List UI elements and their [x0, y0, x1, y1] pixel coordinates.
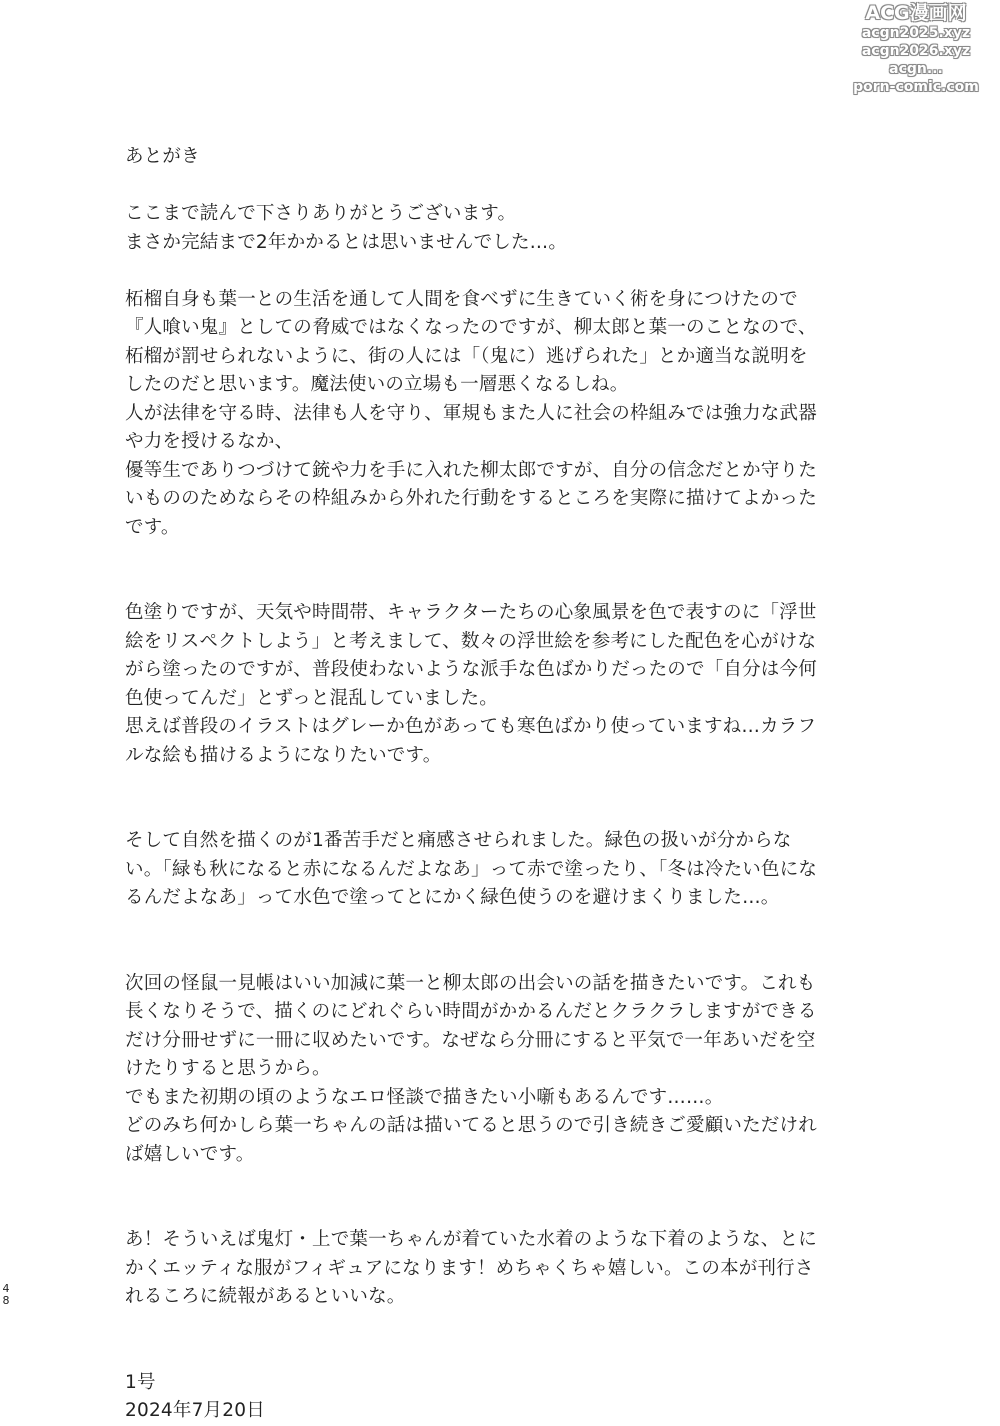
text-line: れるころに続報があるといいな。	[125, 1286, 406, 1307]
text-line: がら塗ったのですが、普段使わないような派手な色ばかりだったので「自分は今何	[125, 659, 817, 680]
text-line: 色使ってんだ」とずっと混乱していました。	[125, 687, 498, 709]
text-line: ば嬉しいです。	[125, 1143, 255, 1165]
text-line: 柘榴が罰せられないように、街の人には「（鬼に）逃げられた」とか適当な説明を	[125, 345, 808, 367]
page-number	[0, 1283, 12, 1307]
text-line: そして自然を描くのが1番苦手だと痛感させられました。緑色の扱いが分からな	[125, 830, 792, 851]
text-line: 柘榴自身も葉一との生活を通して人間を食べずに生きていく術を身につけたので	[125, 288, 798, 310]
paragraph	[125, 970, 915, 1170]
text-line: です。	[125, 516, 180, 538]
watermark-line: acgn...	[889, 61, 943, 77]
watermark-line: acgn2026.xyz	[861, 43, 971, 59]
text-line: 『人喰い鬼』としての脅威ではなくなったのですが、柳太郎と葉一のことなので、	[125, 317, 817, 338]
watermark-line: ACG漫画网	[865, 2, 967, 24]
text-line: い。「緑も秋になると赤になるんだよなあ」って赤で塗ったり、「冬は冷たい色にな	[125, 858, 818, 880]
text-line: かくエッティな服がフィギュアになります！めちゃくちゃ嬉しい。この本が刊行さ	[125, 1257, 814, 1279]
text-line: 絵をリスペクトしよう」と考えまして、数々の浮世絵を参考にした配色を心がけな	[125, 630, 817, 652]
paragraph	[125, 200, 915, 257]
paragraph	[125, 827, 915, 913]
text-line: るんだよなあ」って水色で塗ってとにかく緑色使うのを避けまくりました…。	[125, 887, 780, 908]
paragraph	[125, 286, 915, 543]
watermark	[846, 2, 986, 96]
text-line: どのみち何かしら葉一ちゃんの話は描いてると思うので引き続きご愛顧いただけれ	[125, 1115, 817, 1136]
text-line: ルな絵も描けるようになりたいです。	[125, 744, 442, 766]
text-line: 優等生でありつづけて銃や力を手に入れた柳太郎ですが、自分の信念だとか守りた	[125, 459, 817, 481]
text-line: 次回の怪鼠一見帳はいい加減に葉一と柳太郎の出会いの話を描きたいです。これも	[125, 972, 816, 994]
text-line: 長くなりそうで、描くのにどれぐらい時間がかかるんだとクラクラしますができる	[125, 1001, 817, 1022]
text-line: まさか完結まで2年かかるとは思いませんでした…。	[125, 231, 568, 253]
text-line: でもまた初期の頃のようなエロ怪談で描きたい小噺もあるんです……。	[125, 1086, 724, 1108]
author-signature: 1号	[125, 1371, 156, 1393]
text-line: 色塗りですが、天気や時間帯、キャラクターたちの心象風景を色で表すのに「浮世	[125, 602, 817, 623]
text-line: したのだと思います。魔法使いの立場も一層悪くなるしね。	[125, 374, 629, 395]
text-line: いもののためならその枠組みから外れた行動をするところを実際に描けてよかった	[125, 488, 817, 509]
watermark-line: porn-comic.com	[853, 79, 979, 95]
date: 2024年7月20日	[125, 1400, 265, 1421]
text-line: あ！そういえば鬼灯・上で葉一ちゃんが着ていた水着のような下着のような、とに	[125, 1229, 817, 1250]
text-line: 思えば普段のイラストはグレーか色があっても寒色ばかり使っていますね…カラフ	[125, 716, 817, 737]
paragraph	[125, 1226, 915, 1312]
page-number-digit: 8	[2, 1294, 10, 1307]
text-line: けたりすると思うから。	[125, 1058, 331, 1079]
paragraph	[125, 599, 915, 770]
text-line: や力を授けるなか、	[125, 431, 294, 452]
text-line: 人が法律を守る時、法律も人を守り、軍規もまた人に社会の枠組みでは強力な武器	[125, 402, 817, 424]
text-line: だけ分冊せずに一冊に収めたいです。なぜなら分冊にすると平気で一年あいだを空	[125, 1029, 816, 1051]
text-line: ここまで読んで下さりありがとうございます。	[125, 203, 517, 224]
afterword-body	[125, 143, 915, 1426]
page-title: あとがき	[125, 146, 200, 167]
page-number-digit: 4	[2, 1282, 10, 1295]
watermark-line: acgn2025.xyz	[861, 25, 971, 41]
